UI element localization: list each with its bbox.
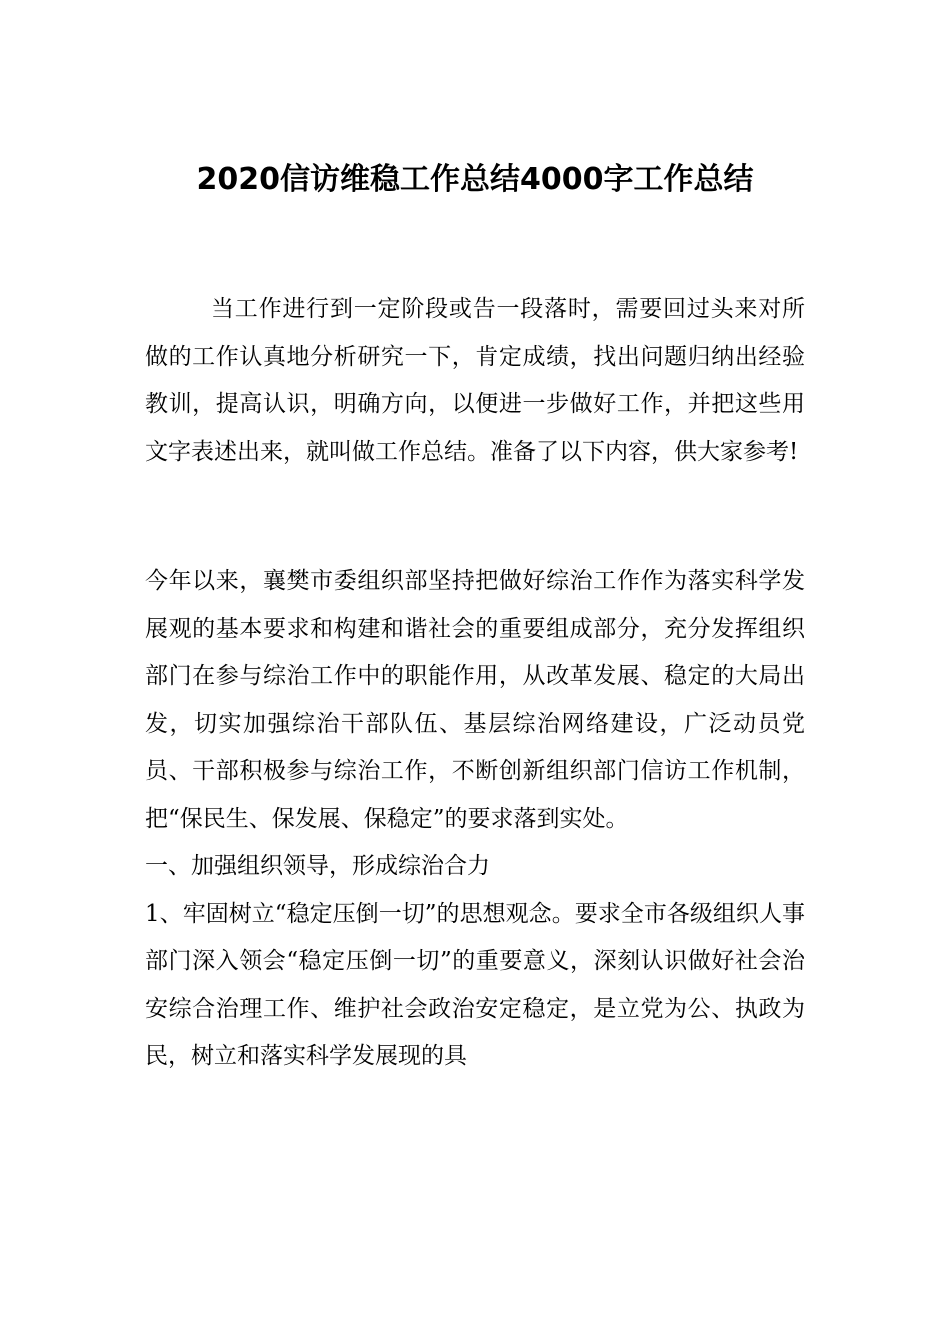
intro-paragraph: 当工作进行到一定阶段或告一段落时，需要回过头来对所做的工作认真地分析研究一下，肯定成绩，找出问题归纳出经验教训，提高认识，明确方向，以便进一步做好工作，并把这些用文字表述出来，就叫做工作总结。准备了以下内容，供大家参考! — [145, 296, 805, 465]
body-paragraph: 今年以来，襄樊市委组织部坚持把做好综治工作作为落实科学发展观的基本要求和构建和谐社会的重要组成部分，充分发挥组织部门在参与综治工作中的职能作用，从改革发展、稳定的大局出发，切实加强综治干部队伍、基层综治网络建设，广泛动员党员、干部积极参与综治工作，不断创新组织部门信访工作机制，把“保民生、保发展、保稳定”的要求落到实处。 — [145, 568, 805, 832]
section-heading: 一、加强组织领导，形成综治合力 — [145, 853, 490, 879]
body-paragraph: 1、牢固树立“稳定压倒一切”的思想观念。要求全市各级组织人事部门深入领会“稳定压倒一切”的重要意义，深刻认识做好社会治安综合治理工作、维护社会政治安定稳定，是立党为公、执政为民，树立和落实科学发展现的具 — [145, 900, 805, 1069]
document-title: 2020信访维稳工作总结4000字工作总结 — [196, 162, 754, 197]
document-body — [145, 558, 805, 1081]
